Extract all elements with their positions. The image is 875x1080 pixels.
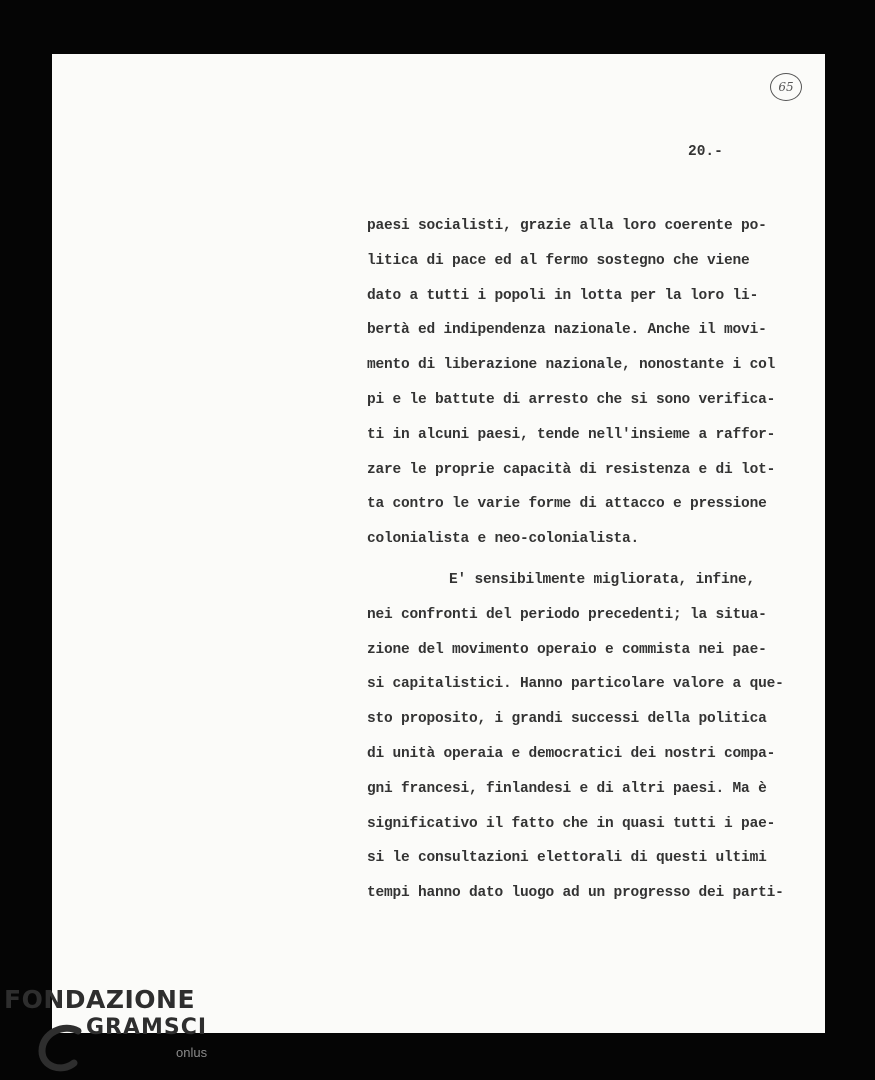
- text-line: significativo il fatto che in quasi tutti i pae-: [367, 815, 776, 832]
- text-line: sto proposito, i grandi successi della politica: [367, 711, 767, 728]
- page-number: 20.-: [688, 144, 723, 160]
- text-line: dato a tutti i popoli in lotta per la loro li-: [367, 287, 759, 304]
- watermark-line1: FONDAZIONE: [4, 985, 196, 1014]
- text-line: bertà ed indipendenza nazionale. Anche il movi-: [367, 322, 767, 339]
- text-line: zione del movimento operaio e commista nei pae-: [367, 641, 767, 658]
- text-line: paesi socialisti, grazie alla loro coerente po-: [367, 218, 767, 234]
- text-line: di unità operaia e democratici dei nostri compa-: [367, 745, 776, 762]
- text-line: si capitalistici. Hanno particolare valore a que-: [367, 676, 784, 693]
- text-line: nei confronti del periodo precedenti; la situa-: [367, 606, 767, 623]
- text-line: litica di pace ed al fermo sostegno che viene: [367, 252, 750, 269]
- text-line: zare le proprie capacità di resistenza e di lot-: [367, 461, 776, 478]
- text-line: pi e le battute di arresto che si sono verifica-: [367, 391, 776, 408]
- fondazione-gramsci-watermark: [4, 985, 219, 1080]
- watermark-line2: GRAMSCI: [86, 1015, 208, 1040]
- text-line: ta contro le varie forme di attacco e pressione: [367, 496, 767, 513]
- typewritten-text: [367, 212, 807, 914]
- text-line: mento di liberazione nazionale, nonostante i col: [367, 357, 776, 374]
- text-line: si le consultazioni elettorali di questi ultimi: [367, 850, 767, 867]
- g-swirl-icon: [34, 1019, 94, 1079]
- text-line: gni francesi, finlandesi e di altri paesi. Ma è: [367, 780, 767, 797]
- text-line: tempi hanno dato luogo ad un progresso dei parti-: [367, 885, 784, 902]
- text-line: ti in alcuni paesi, tende nell'insieme a raffor-: [367, 426, 776, 443]
- watermark-line3: onlus: [176, 1045, 208, 1060]
- paragraph-start-line: E' sensibilmente migliorata, infine,: [449, 571, 756, 588]
- text-line: colonialista e neo-colonialista.: [367, 531, 640, 548]
- archive-stamp: 65: [770, 73, 802, 101]
